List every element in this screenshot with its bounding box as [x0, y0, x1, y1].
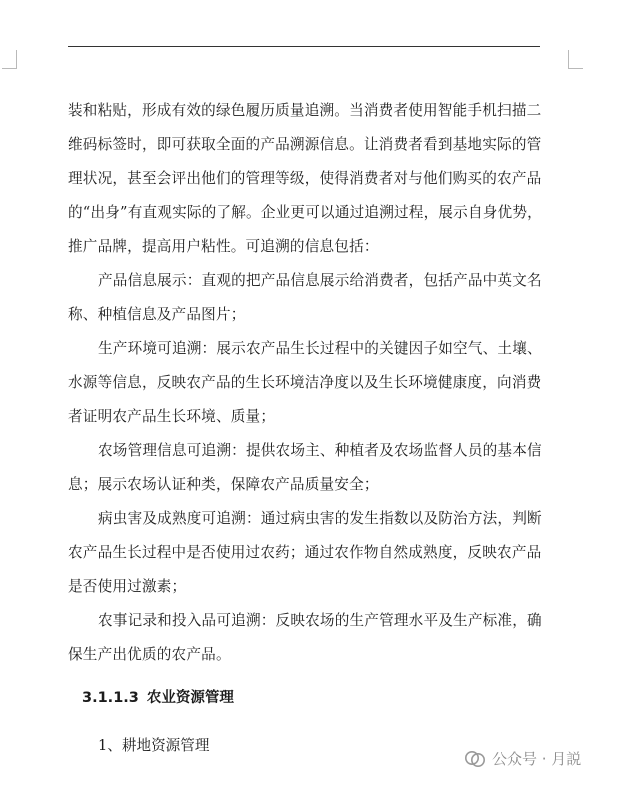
watermark-text: 公众号 · 月説: [492, 750, 582, 768]
section-heading: [82, 686, 234, 707]
paragraph-environment: 生产环境可追溯：展示农产品生长过程中的关键因子如空气、土壤、水源等信息，反映农产品的生长环境洁净度以及生长环境健康度，向消费者证明农产品生长环境、质量；: [68, 340, 542, 425]
sub-item-heading: 1、耕地资源管理: [98, 737, 210, 754]
paragraph-farm-management: 农场管理信息可追溯：提供农场主、种植者及农场监督人员的基本信息；展示农场认证种类，保障农产品质量安全；: [68, 442, 542, 493]
paragraph-product-info: 产品信息展示：直观的把产品信息展示给消费者，包括产品中英文名称、种植信息及产品图片；: [68, 272, 542, 323]
watermark: [464, 748, 581, 769]
section-title: 农业资源管理: [146, 690, 234, 706]
crop-mark-top-left: [2, 50, 17, 69]
header-rule: [68, 46, 540, 47]
body-text: [68, 94, 550, 672]
wechat-channel-icon: [464, 749, 486, 769]
paragraph-pest-maturity: 病虫害及成熟度可追溯：通过病虫害的发生指数以及防治方法，判断农产品生长过程中是否使用过农药；通过农作物自然成熟度，反映农产品是否使用过激素；: [68, 510, 542, 595]
paragraph-intro: 装和粘贴，形成有效的绿色履历质量追溯。当消费者使用智能手机扫描二维码标签时，即可获取全面的产品溯源信息。让消费者看到基地实际的管理状况，甚至会评出他们的管理等级，使得消费者对与他们购买的农产品的“出身”有直观实际的了解。企业更可以通过追溯过程，展示自身优势， 推广品牌，提高用户粘性。可追溯的信息包括：: [68, 102, 542, 255]
section-number: 3.1.1.3: [82, 690, 139, 706]
paragraph-farming-records: 农事记录和投入品可追溯：反映农场的生产管理水平及生产标准，确保生产出优质的农产品。: [68, 612, 542, 663]
crop-mark-top-right: [568, 50, 583, 69]
